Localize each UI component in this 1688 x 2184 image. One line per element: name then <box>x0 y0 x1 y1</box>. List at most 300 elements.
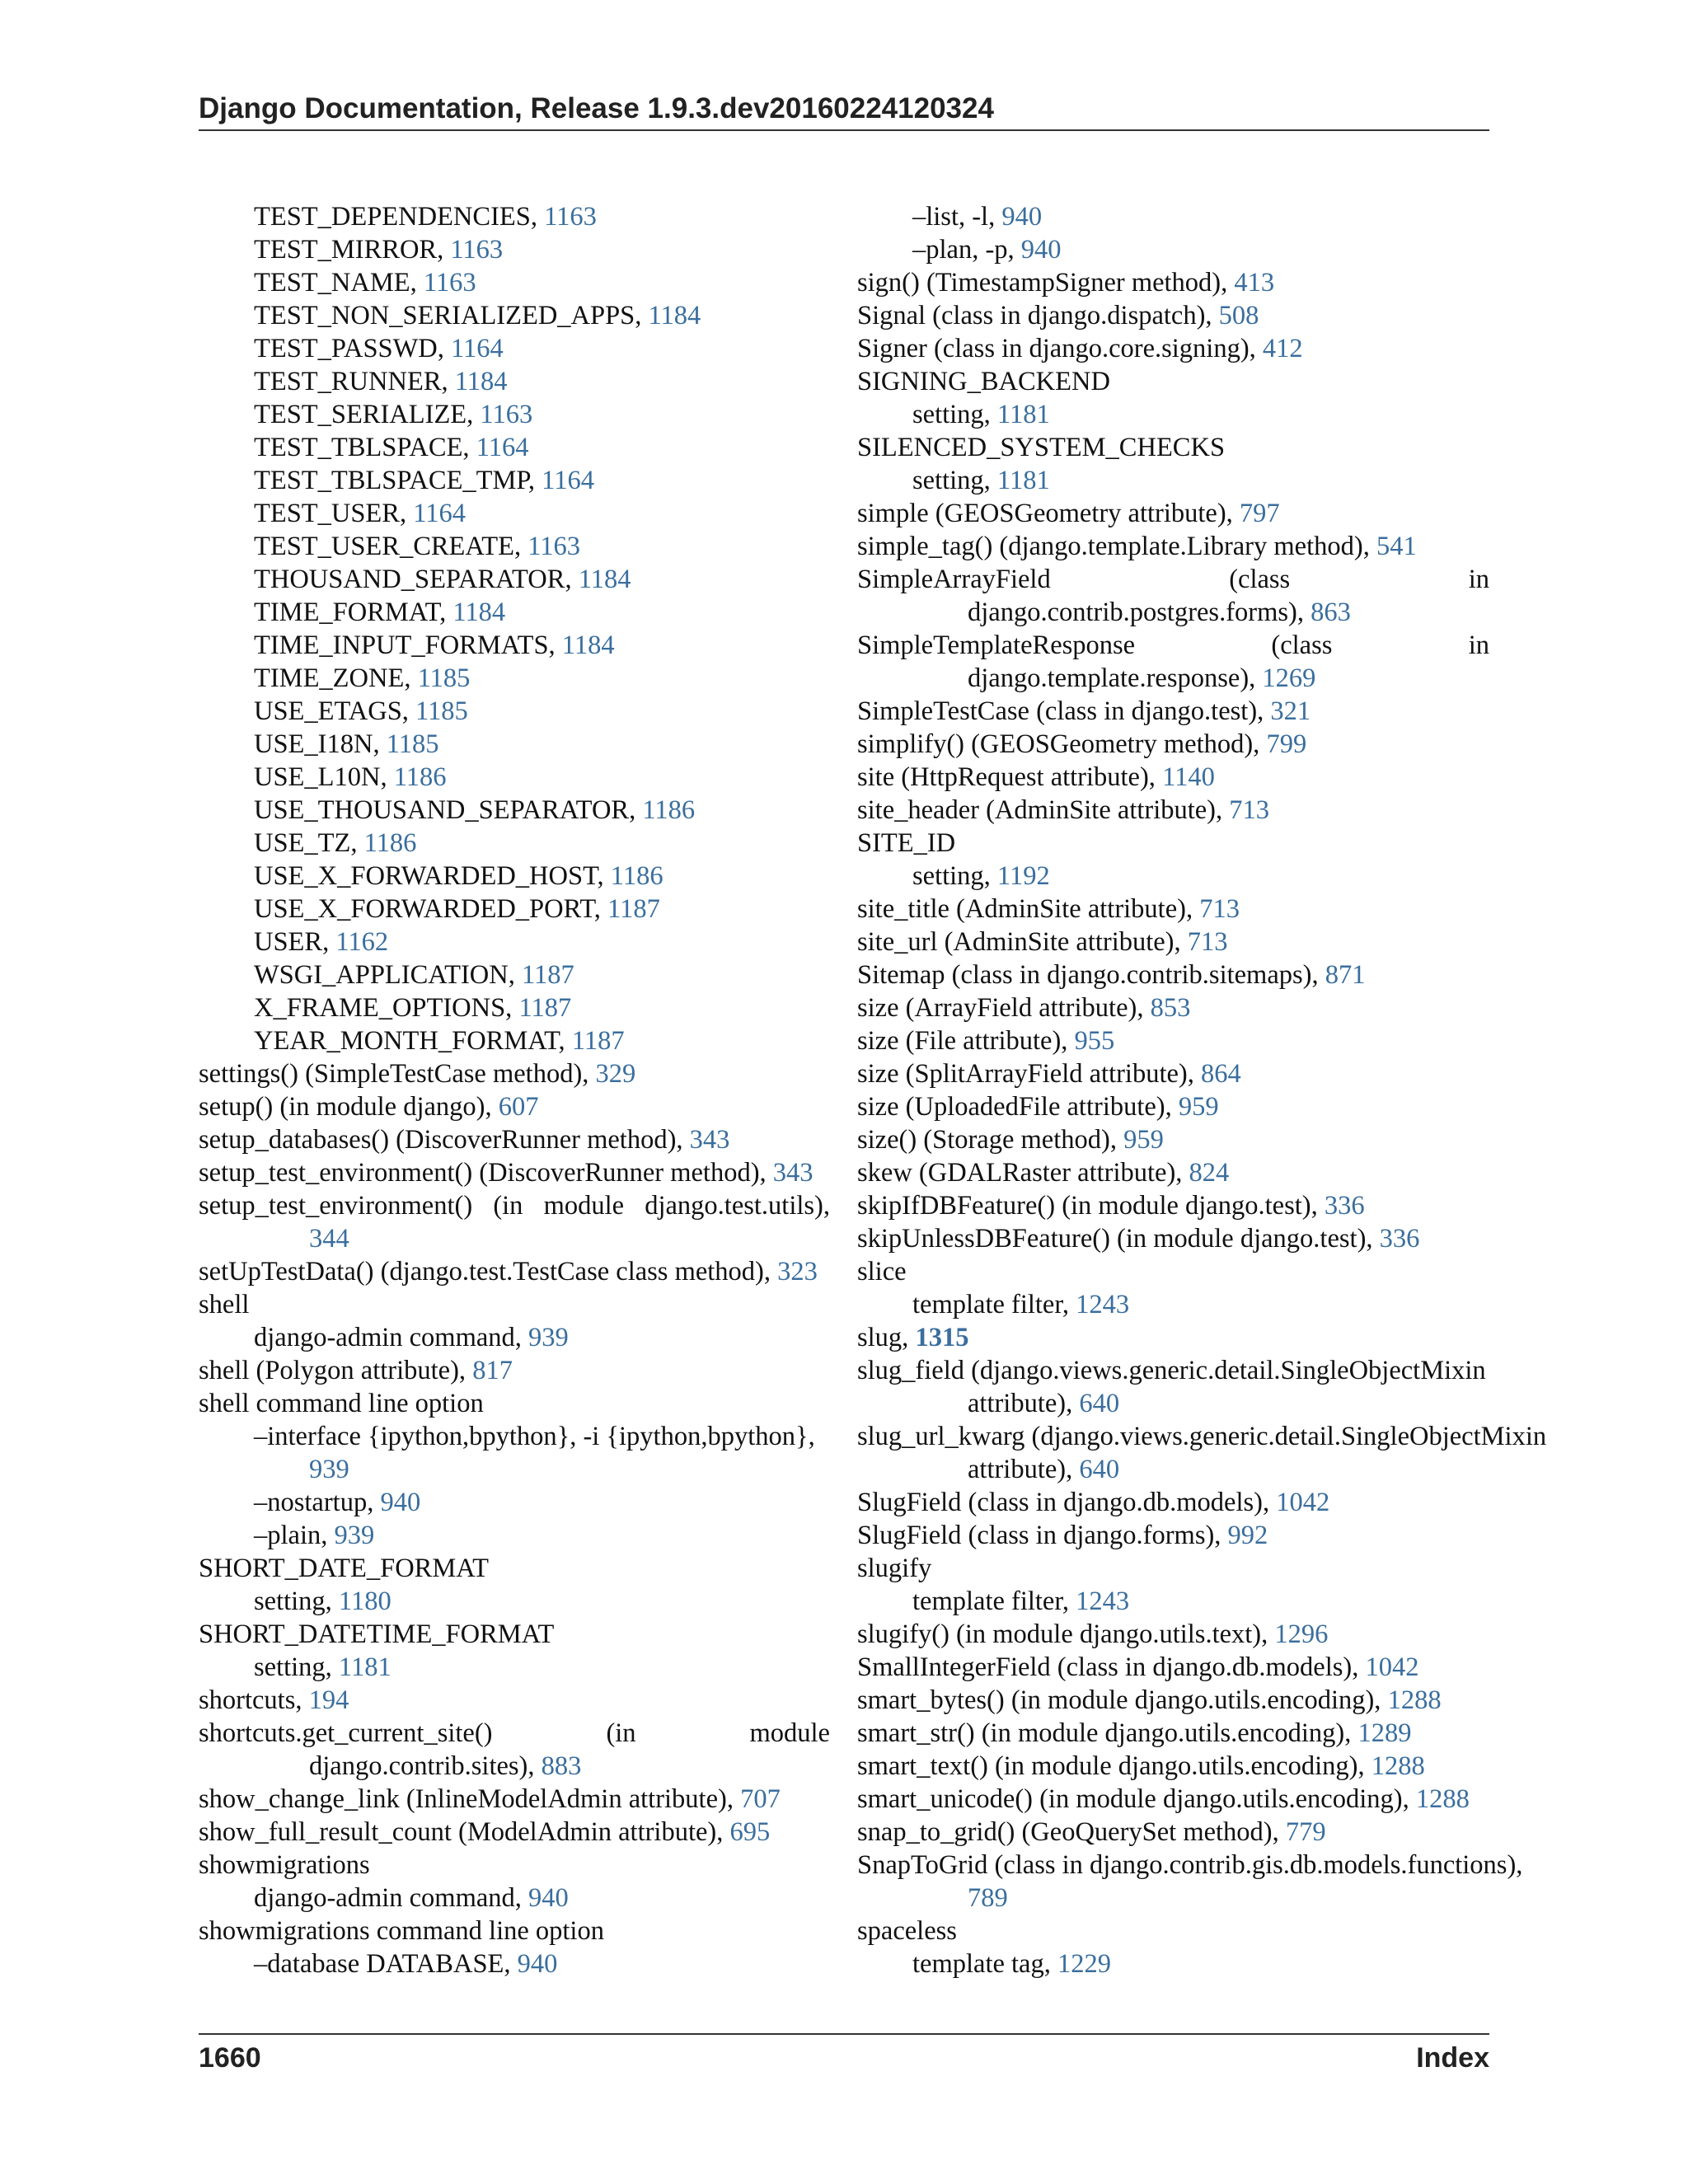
index-entry-text: TEST_RUNNER, <box>254 367 455 396</box>
index-entry <box>857 1387 1489 1420</box>
index-entry <box>857 1552 1489 1585</box>
index-entry <box>199 1849 830 1882</box>
index-entry <box>199 530 830 563</box>
page-reference-link[interactable]: 329 <box>595 1059 636 1089</box>
page-reference-link[interactable]: 1243 <box>1076 1586 1130 1616</box>
page-reference-link[interactable]: 939 <box>309 1455 349 1484</box>
index-entry <box>199 662 830 695</box>
index-entry <box>199 827 830 860</box>
index-entry <box>857 398 1489 431</box>
page-reference-link[interactable]: 1185 <box>386 729 439 759</box>
index-entry-text: setUpTestData() (django.test.TestCase class method), <box>199 1257 778 1286</box>
index-entry-text: Sitemap (class in django.contrib.sitemaps), <box>857 960 1325 990</box>
page-reference-link[interactable]: 1288 <box>1387 1685 1442 1715</box>
footer-rule <box>199 2033 1489 2035</box>
page-reference-link[interactable]: 1042 <box>1365 1652 1419 1682</box>
page-reference-link[interactable]: 1296 <box>1274 1619 1329 1649</box>
index-entry <box>857 629 1489 662</box>
index-entry-text: size (SplitArrayField attribute), <box>857 1059 1201 1089</box>
index-entry-text: –list, -l, <box>912 202 1002 232</box>
index-entry-text: setting, <box>254 1652 339 1682</box>
index-entry-text: skipIfDBFeature() (in module django.test), <box>857 1191 1325 1221</box>
index-entry <box>199 1156 830 1189</box>
page-reference-link[interactable]: 1187 <box>607 894 660 924</box>
index-entry <box>199 1255 830 1288</box>
page-reference-link[interactable]: 321 <box>1270 696 1311 726</box>
page-reference-link[interactable]: 939 <box>334 1521 375 1550</box>
index-entry-text: (in <box>493 1191 523 1221</box>
index-entry-text: slice <box>857 1257 907 1286</box>
index-entry <box>857 958 1489 991</box>
index-entry-text: site_title (AdminSite attribute), <box>857 894 1200 924</box>
index-entry-text: template filter, <box>912 1290 1076 1319</box>
index-entry-text: module <box>543 1191 625 1221</box>
index-entry <box>199 1387 830 1420</box>
index-entry-text: size() (Storage method), <box>857 1125 1124 1155</box>
index-entry-text: SlugField (class in django.db.models), <box>857 1488 1277 1517</box>
index-entry-text: setup_databases() (DiscoverRunner method), <box>199 1125 690 1155</box>
index-entry <box>199 365 830 398</box>
index-entry <box>857 794 1489 827</box>
index-entry-text: USE_X_FORWARDED_HOST, <box>254 861 611 891</box>
page-reference-link[interactable]: 1184 <box>452 598 506 627</box>
index-entry <box>199 563 830 596</box>
index-entry-text: SnapToGrid (class in django.contrib.gis.db.models.functions), <box>857 1850 1523 1880</box>
page-reference-link[interactable]: 1164 <box>476 433 529 462</box>
page-reference-link[interactable]: 1185 <box>417 663 471 693</box>
index-entry-text: show_change_link (InlineModelAdmin attribute), <box>199 1784 741 1814</box>
index-entry <box>199 1486 830 1519</box>
page-reference-link[interactable]: 940 <box>1020 235 1062 265</box>
index-entry-text: TEST_NAME, <box>254 268 424 298</box>
index-entry-text: slugify <box>857 1554 932 1583</box>
index-entry-text: USE_THOUSAND_SEPARATOR, <box>254 795 643 825</box>
index-entry-text: size (UploadedFile attribute), <box>857 1092 1179 1122</box>
index-entry <box>857 1816 1489 1849</box>
page-header-title: Django Documentation, Release 1.9.3.dev20160224120324 <box>199 92 994 124</box>
index-entry-text: simple (GEOSGeometry attribute), <box>857 499 1240 528</box>
index-entry-text: TEST_DEPENDENCIES, <box>254 202 545 232</box>
index-entry-text: setting, <box>254 1586 339 1616</box>
index-entry <box>857 563 1489 596</box>
index-entry-text: THOUSAND_SEPARATOR, <box>254 565 579 594</box>
page-reference-link[interactable]: 1288 <box>1415 1784 1470 1814</box>
index-entry-text: setting, <box>912 861 997 891</box>
page-reference-link[interactable]: 1288 <box>1371 1751 1425 1781</box>
index-entry-text: sign() (TimestampSigner method), <box>857 268 1235 298</box>
index-entry <box>199 233 830 266</box>
index-entry <box>199 596 830 629</box>
index-entry <box>199 299 830 332</box>
index-entry <box>199 728 830 761</box>
page-reference-link[interactable]: 1186 <box>363 828 417 858</box>
index-entry <box>857 1354 1489 1387</box>
index-entry <box>857 431 1489 464</box>
page-reference-link[interactable]: 992 <box>1227 1521 1268 1550</box>
index-entry-text: (in <box>606 1718 636 1748</box>
index-entry-text: SHORT_DATETIME_FORMAT <box>199 1619 555 1649</box>
index-entry-text: USER, <box>254 927 336 957</box>
page-reference-link[interactable]: 864 <box>1200 1059 1241 1089</box>
index-entry <box>857 1057 1489 1090</box>
page-reference-link[interactable]: 1181 <box>996 400 1050 429</box>
page-reference-link[interactable]: 413 <box>1234 268 1275 298</box>
index-entry <box>857 1519 1489 1552</box>
index-entry-text: SlugField (class in django.forms), <box>857 1521 1228 1550</box>
index-entry-text: template filter, <box>912 1586 1076 1616</box>
page-reference-link[interactable]: 883 <box>541 1751 582 1781</box>
index-entry-text: –nostartup, <box>254 1488 381 1517</box>
index-entry-text: TIME_FORMAT, <box>254 598 453 627</box>
index-entry <box>857 926 1489 958</box>
index-entry <box>199 497 830 530</box>
index-entry <box>199 1947 830 1980</box>
index-entry <box>857 1420 1547 1453</box>
page-reference-link[interactable]: 939 <box>528 1323 569 1352</box>
index-entry-text: spaceless <box>857 1916 957 1946</box>
index-entry-text: simple_tag() (django.template.Library method), <box>857 532 1376 561</box>
index-entry <box>199 794 830 827</box>
page-reference-link[interactable]: 1181 <box>338 1652 392 1682</box>
index-entry-text: simplify() (GEOSGeometry method), <box>857 729 1267 759</box>
index-entry <box>199 1057 830 1090</box>
page-reference-link[interactable]: 959 <box>1178 1092 1219 1122</box>
index-entry <box>199 926 830 958</box>
index-entry <box>857 1882 1489 1915</box>
index-entry-text: (class <box>1229 565 1291 594</box>
page-reference-link[interactable]: 1163 <box>544 202 597 232</box>
index-column-left <box>199 200 830 1980</box>
index-entry <box>857 299 1489 332</box>
index-entry <box>199 1189 830 1222</box>
index-entry <box>199 1651 830 1684</box>
page-reference-link[interactable]: 1140 <box>1162 762 1215 792</box>
index-entry-text: TEST_MIRROR, <box>254 235 451 265</box>
index-entry <box>857 893 1489 926</box>
page-reference-link[interactable]: 344 <box>309 1224 349 1254</box>
index-column-right <box>857 200 1547 1980</box>
index-entry-text: SILENCED_SYSTEM_CHECKS <box>857 433 1226 462</box>
index-entry <box>199 1222 830 1255</box>
index-entry-text: smart_unicode() (in module django.utils.encoding), <box>857 1784 1416 1814</box>
index-entry-text: TEST_TBLSPACE, <box>254 433 476 462</box>
index-entry <box>857 695 1489 728</box>
page-reference-link[interactable]: 940 <box>517 1949 558 1979</box>
page-reference-link[interactable]: 959 <box>1123 1125 1164 1155</box>
index-entry <box>199 266 830 299</box>
page-reference-link[interactable]: 713 <box>1229 795 1270 825</box>
index-entry <box>199 1420 830 1453</box>
index-entry <box>857 1849 1523 1882</box>
index-entry-text: slug_url_kwarg (django.views.generic.detail.SingleObjectMixin <box>857 1422 1547 1451</box>
index-entry-text: TEST_SERIALIZE, <box>254 400 481 429</box>
index-entry <box>857 1783 1489 1816</box>
index-entry-text: setup() (in module django), <box>199 1092 499 1122</box>
index-entry <box>857 1585 1489 1618</box>
index-entry-text: size (File attribute), <box>857 1026 1075 1056</box>
index-entry <box>857 1189 1489 1222</box>
page-reference-link[interactable]: 1184 <box>561 630 615 660</box>
index-entry-text: slugify() (in module django.utils.text), <box>857 1619 1275 1649</box>
index-entry <box>199 629 830 662</box>
index-entry-text: USE_ETAGS, <box>254 696 416 726</box>
index-entry <box>857 332 1489 365</box>
index-entry-text: TIME_INPUT_FORMATS, <box>254 630 562 660</box>
index-entry-text: site (HttpRequest attribute), <box>857 762 1163 792</box>
index-entry <box>199 1552 830 1585</box>
page-reference-link[interactable]: 1184 <box>578 565 631 594</box>
index-entry <box>199 1519 830 1552</box>
index-entry <box>199 431 830 464</box>
index-entry <box>199 1354 830 1387</box>
index-entry-text: TEST_TBLSPACE_TMP, <box>254 466 542 495</box>
page-reference-link[interactable]: 508 <box>1218 301 1259 330</box>
page-reference-link[interactable]: 1163 <box>480 400 533 429</box>
index-entry <box>857 266 1489 299</box>
page-reference-link[interactable]: 336 <box>1379 1224 1420 1254</box>
page-reference-link[interactable]: 1269 <box>1262 663 1316 693</box>
header-rule <box>199 129 1489 131</box>
page-reference-link[interactable]: 940 <box>1001 202 1043 232</box>
index-entry-text: size (ArrayField attribute), <box>857 993 1151 1023</box>
index-entry <box>857 200 1489 233</box>
page-reference-link[interactable]: 323 <box>777 1257 818 1286</box>
index-entry <box>857 1453 1489 1486</box>
index-entry-text: SimpleTemplateResponse <box>857 630 1136 660</box>
index-entry-text: shell <box>199 1290 250 1319</box>
index-entry <box>199 1915 830 1947</box>
page-reference-link[interactable]: 1181 <box>996 466 1050 495</box>
index-entry <box>199 1321 830 1354</box>
index-entry <box>199 1453 830 1486</box>
page-reference-link[interactable]: 1315 <box>915 1323 969 1352</box>
index-entry <box>199 1123 830 1156</box>
footer-section: Index <box>1416 2042 1489 2074</box>
index-entry-text: module <box>749 1718 830 1748</box>
index-entry <box>857 1288 1489 1321</box>
index-entry <box>857 728 1489 761</box>
index-entry <box>199 1717 830 1750</box>
page-reference-link[interactable]: 955 <box>1074 1026 1115 1056</box>
index-entry-text: slug_field (django.views.generic.detail.SingleObjectMixin <box>857 1356 1486 1385</box>
index-entry-text: TIME_ZONE, <box>254 663 418 693</box>
index-entry-text: YEAR_MONTH_FORMAT, <box>254 1026 572 1056</box>
index-entry <box>199 1684 830 1717</box>
index-entry-text: django.contrib.postgres.forms), <box>968 598 1311 627</box>
index-entry-text: django.template.response), <box>968 663 1263 693</box>
page-reference-link[interactable]: 1289 <box>1357 1718 1412 1748</box>
index-entry-text: USE_L10N, <box>254 762 394 792</box>
index-entry-text: TEST_USER_CREATE, <box>254 532 528 561</box>
index-entry-text: USE_I18N, <box>254 729 387 759</box>
page-reference-link[interactable]: 863 <box>1311 598 1351 627</box>
index-entry-text: showmigrations command line option <box>199 1916 604 1946</box>
index-entry-text: site_url (AdminSite attribute), <box>857 927 1188 957</box>
index-entry-text: shell command line option <box>199 1389 484 1418</box>
index-entry-text: setting, <box>912 400 997 429</box>
index-entry-text: django-admin command, <box>254 1883 529 1913</box>
index-entry-text: SimpleArrayField <box>857 565 1051 594</box>
index-entry <box>857 1486 1489 1519</box>
page-reference-link[interactable]: 799 <box>1266 729 1307 759</box>
page-reference-link[interactable]: 871 <box>1325 960 1366 990</box>
index-entry <box>857 1321 1489 1354</box>
index-entry-text: attribute), <box>968 1389 1080 1418</box>
index-entry-text: USE_TZ, <box>254 828 364 858</box>
index-entry <box>199 991 830 1024</box>
page-reference-link[interactable]: 789 <box>968 1883 1008 1913</box>
page-reference-link[interactable]: 779 <box>1285 1817 1326 1847</box>
index-entry <box>199 1090 830 1123</box>
index-entry-text: django.contrib.sites), <box>309 1751 542 1781</box>
index-entry <box>857 761 1489 794</box>
index-entry-text: –plain, <box>254 1521 335 1550</box>
page-reference-link[interactable]: 940 <box>528 1883 569 1913</box>
index-entry-text: TEST_NON_SERIALIZED_APPS, <box>254 301 649 330</box>
index-entry-text: –database DATABASE, <box>254 1949 518 1979</box>
page-reference-link[interactable]: 940 <box>380 1488 421 1517</box>
page-reference-link[interactable]: 1185 <box>415 696 468 726</box>
index-entry <box>857 1684 1489 1717</box>
page-reference-link[interactable]: 1187 <box>518 993 572 1023</box>
index-entry-text: smart_text() (in module django.utils.encoding), <box>857 1751 1372 1781</box>
index-entry-text: SimpleTestCase (class in django.test), <box>857 696 1271 726</box>
page-reference-link[interactable]: 824 <box>1189 1158 1230 1188</box>
index-entry-text: Signer (class in django.core.signing), <box>857 334 1263 363</box>
index-entry-text: skipUnlessDBFeature() (in module django.test), <box>857 1224 1380 1254</box>
page-reference-link[interactable]: 541 <box>1376 532 1417 561</box>
page-reference-link[interactable]: 1186 <box>610 861 663 891</box>
index-entry-text: SmallIntegerField (class in django.db.models), <box>857 1652 1366 1682</box>
index-entry-text: setup_test_environment() <box>199 1191 473 1221</box>
page-reference-link[interactable]: 1184 <box>454 367 508 396</box>
index-entry <box>857 1915 1489 1947</box>
index-entry <box>199 464 830 497</box>
index-entry <box>199 1816 830 1849</box>
index-entry <box>857 497 1489 530</box>
page-reference-link[interactable]: 1163 <box>423 268 476 298</box>
index-entry-text: smart_str() (in module django.utils.encoding), <box>857 1718 1358 1748</box>
index-entry-text: skew (GDALRaster attribute), <box>857 1158 1189 1188</box>
index-entry-text: settings() (SimpleTestCase method), <box>199 1059 596 1089</box>
index-entry-text: TEST_PASSWD, <box>254 334 451 363</box>
index-entry <box>857 1123 1489 1156</box>
page-reference-link[interactable]: 1184 <box>648 301 701 330</box>
index-entry-text: (class <box>1271 630 1333 660</box>
index-entry <box>857 1717 1489 1750</box>
page-reference-link[interactable]: 1229 <box>1057 1949 1111 1979</box>
index-entry <box>199 958 830 991</box>
index-entry <box>857 596 1489 629</box>
page-reference-link[interactable]: 695 <box>729 1817 771 1847</box>
index-entry <box>857 1651 1489 1684</box>
index-entry <box>857 662 1489 695</box>
page-reference-link[interactable]: 1192 <box>996 861 1050 891</box>
page-reference-link[interactable]: 1186 <box>642 795 696 825</box>
index-entry-text: showmigrations <box>199 1850 370 1880</box>
index-entry <box>199 1585 830 1618</box>
page-reference-link[interactable]: 1243 <box>1076 1290 1130 1319</box>
index-entry-text: in <box>1468 630 1489 660</box>
index-entry-text: Signal (class in django.dispatch), <box>857 301 1219 330</box>
index-entry-text: TEST_USER, <box>254 499 414 528</box>
page-number: 1660 <box>199 2042 261 2074</box>
index-entry-text: template tag, <box>912 1949 1057 1979</box>
page-reference-link[interactable]: 343 <box>689 1125 730 1155</box>
index-entry <box>199 1750 830 1783</box>
index-entry-text: smart_bytes() (in module django.utils.encoding), <box>857 1685 1388 1715</box>
page-reference-link[interactable]: 1187 <box>571 1026 625 1056</box>
index-entry-text: in <box>1468 565 1489 594</box>
index-entry <box>857 1255 1489 1288</box>
index-entry-text: django-admin command, <box>254 1323 529 1352</box>
page-reference-link[interactable]: 194 <box>308 1685 349 1715</box>
page-reference-link[interactable]: 336 <box>1324 1191 1365 1221</box>
page-reference-link[interactable]: 1186 <box>393 762 447 792</box>
page-reference-link[interactable]: 1162 <box>335 927 389 957</box>
index-entry <box>857 464 1489 497</box>
page-reference-link[interactable]: 713 <box>1199 894 1240 924</box>
index-entry <box>199 398 830 431</box>
index-entry <box>199 1288 830 1321</box>
page-reference-link[interactable]: 1164 <box>451 334 504 363</box>
index-entry <box>857 1090 1489 1123</box>
page-reference-link[interactable]: 1163 <box>450 235 504 265</box>
index-entry-text: –plan, -p, <box>912 235 1021 265</box>
page-reference-link[interactable]: 1187 <box>522 960 574 990</box>
page-reference-link[interactable]: 707 <box>740 1784 781 1814</box>
page-reference-link[interactable]: 640 <box>1079 1389 1120 1418</box>
page-reference-link[interactable]: 412 <box>1262 334 1303 363</box>
index-entry <box>857 233 1489 266</box>
index-entry-text: setup_test_environment() (DiscoverRunner method), <box>199 1158 773 1188</box>
index-entry <box>857 860 1489 893</box>
index-entry <box>199 860 830 893</box>
index-entry-text: slug, <box>857 1323 916 1352</box>
index-entry-text: –interface {ipython,bpython}, -i {ipython,bpython}, <box>254 1422 815 1451</box>
index-entry-text: X_FRAME_OPTIONS, <box>254 993 519 1023</box>
page-reference-link[interactable]: 853 <box>1150 993 1191 1023</box>
page-reference-link[interactable]: 640 <box>1079 1455 1120 1484</box>
index-entry-text: shell (Polygon attribute), <box>199 1356 473 1385</box>
index-entry <box>199 1618 830 1651</box>
index-entry-text: show_full_result_count (ModelAdmin attribute), <box>199 1817 730 1847</box>
index-entry-text: django.test.utils), <box>645 1191 830 1221</box>
index-entry-text: setting, <box>912 466 997 495</box>
page-reference-link[interactable]: 817 <box>472 1356 513 1385</box>
index-entry <box>199 1882 830 1915</box>
index-entry-text: snap_to_grid() (GeoQuerySet method), <box>857 1817 1286 1847</box>
index-entry-text: shortcuts, <box>199 1685 309 1715</box>
index-entry <box>199 200 830 233</box>
index-entry <box>857 827 1489 860</box>
page-reference-link[interactable]: 713 <box>1187 927 1228 957</box>
index-entry <box>857 1024 1489 1057</box>
page-reference-link[interactable]: 797 <box>1239 499 1280 528</box>
index-entry <box>857 1947 1489 1980</box>
page-reference-link[interactable]: 1163 <box>528 532 581 561</box>
index-entry <box>857 1156 1489 1189</box>
page-reference-link[interactable]: 1180 <box>338 1586 392 1616</box>
index-entry <box>857 1750 1489 1783</box>
page-reference-link[interactable]: 1164 <box>413 499 467 528</box>
page-reference-link[interactable]: 343 <box>772 1158 814 1188</box>
index-entry <box>199 332 830 365</box>
page-reference-link[interactable]: 1164 <box>542 466 594 495</box>
page-reference-link[interactable]: 1042 <box>1276 1488 1330 1517</box>
page-reference-link[interactable]: 607 <box>498 1092 539 1122</box>
index-entry-text: attribute), <box>968 1455 1080 1484</box>
